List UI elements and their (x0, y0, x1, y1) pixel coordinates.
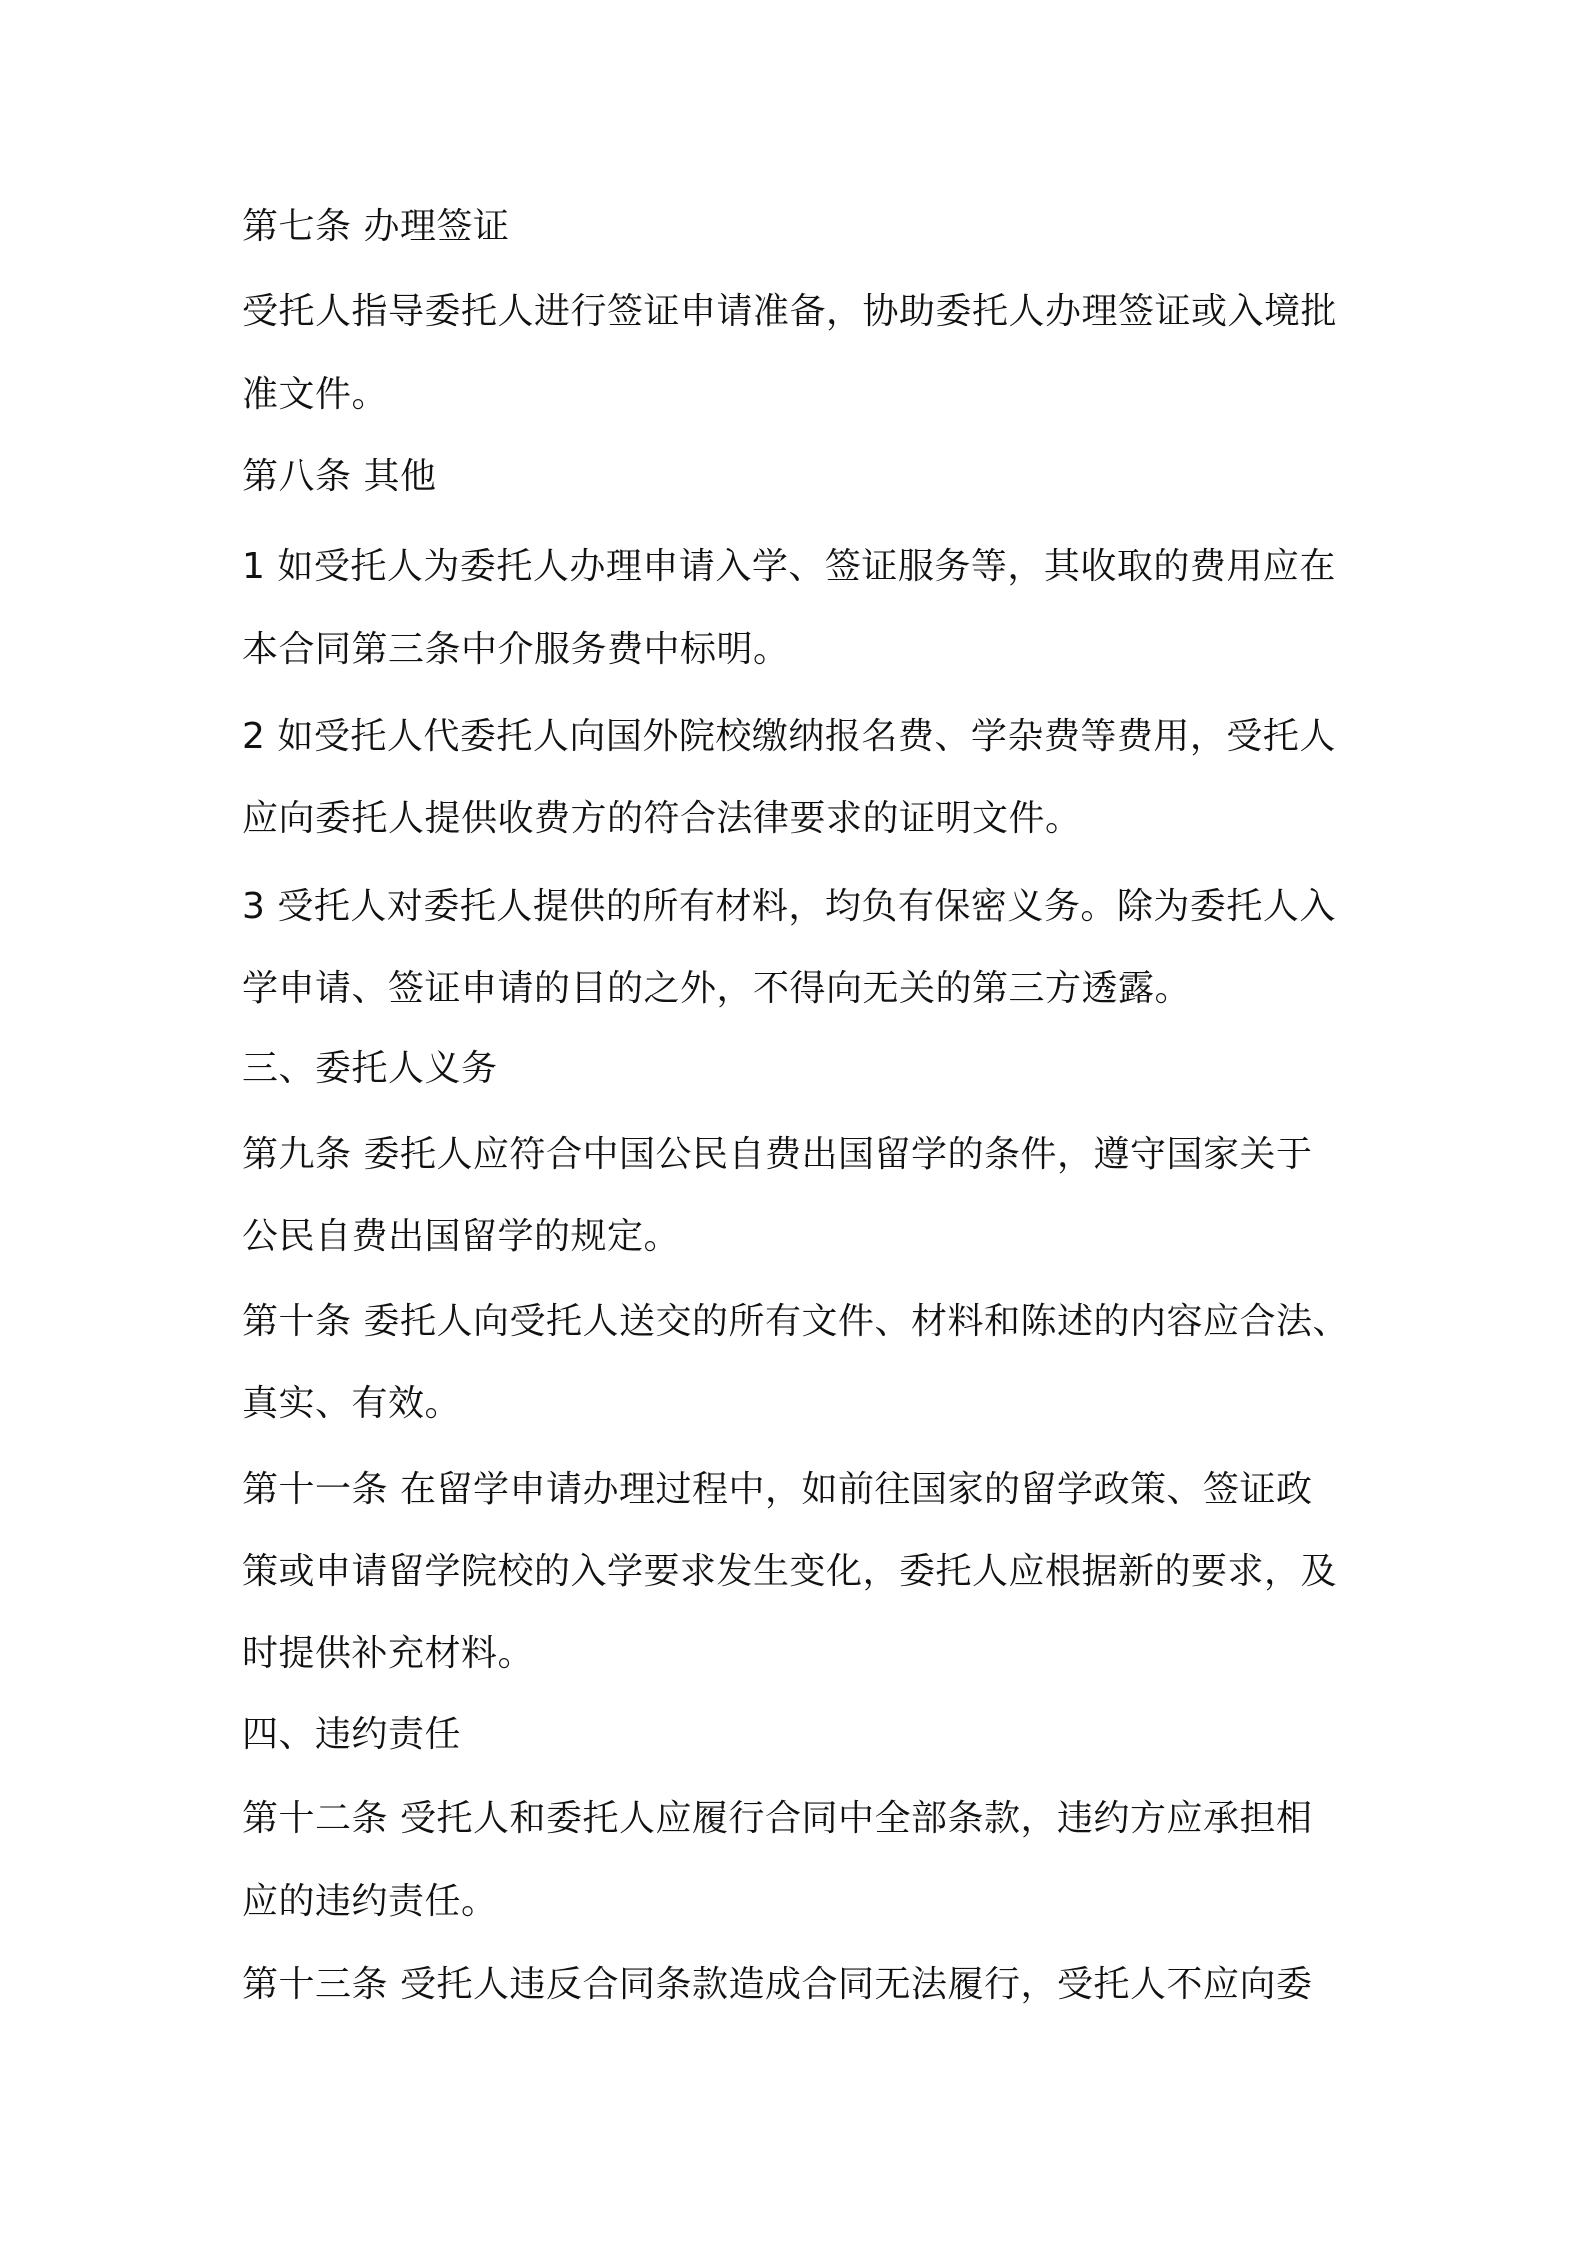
article-8-heading: 第八条 其他 (242, 456, 437, 497)
article-9-line-2: 公民自费出国留学的规定。 (242, 1216, 681, 1257)
article-7-heading: 第七条 办理签证 (242, 206, 510, 247)
article-11-line-1: 第十一条 在留学申请办理过程中，如前往国家的留学政策、签证政 (242, 1469, 1313, 1510)
section-3-heading: 三、委托人义务 (242, 1048, 498, 1089)
article-11-line-2: 策或申请留学院校的入学要求发生变化，委托人应根据新的要求，及 (242, 1551, 1338, 1592)
article-7-text-line-2: 准文件。 (242, 374, 389, 415)
section-4-heading: 四、违约责任 (242, 1714, 462, 1755)
article-7-text-line-1: 受托人指导委托人进行签证申请准备，协助委托人办理签证或入境批 (242, 291, 1338, 332)
article-13-line-1: 第十三条 受托人违反合同条款造成合同无法履行，受托人不应向委 (242, 1964, 1313, 2005)
clause-1-line-1: 1 如受托人为委托人办理申请入学、签证服务等，其收取的费用应在 (242, 546, 1336, 587)
article-10-line-1: 第十条 委托人向受托人送交的所有文件、材料和陈述的内容应合法、 (242, 1301, 1349, 1342)
article-9-line-1: 第九条 委托人应符合中国公民自费出国留学的条件，遵守国家关于 (242, 1134, 1313, 1175)
article-10-line-2: 真实、有效。 (242, 1383, 462, 1424)
clause-2-line-2: 应向委托人提供收费方的符合法律要求的证明文件。 (242, 798, 1082, 839)
clause-3-line-1: 3 受托人对委托人提供的所有材料，均负有保密义务。除为委托人入 (242, 886, 1336, 927)
clause-2-line-1: 2 如受托人代委托人向国外院校缴纳报名费、学杂费等费用，受托人 (242, 716, 1336, 757)
article-12-line-2: 应的违约责任。 (242, 1881, 498, 1922)
article-11-line-3: 时提供补充材料。 (242, 1633, 535, 1674)
clause-3-line-2: 学申请、签证申请的目的之外，不得向无关的第三方透露。 (242, 968, 1192, 1009)
clause-1-line-2: 本合同第三条中介服务费中标明。 (242, 629, 790, 670)
article-12-line-1: 第十二条 受托人和委托人应履行合同中全部条款，违约方应承担相 (242, 1798, 1313, 1839)
